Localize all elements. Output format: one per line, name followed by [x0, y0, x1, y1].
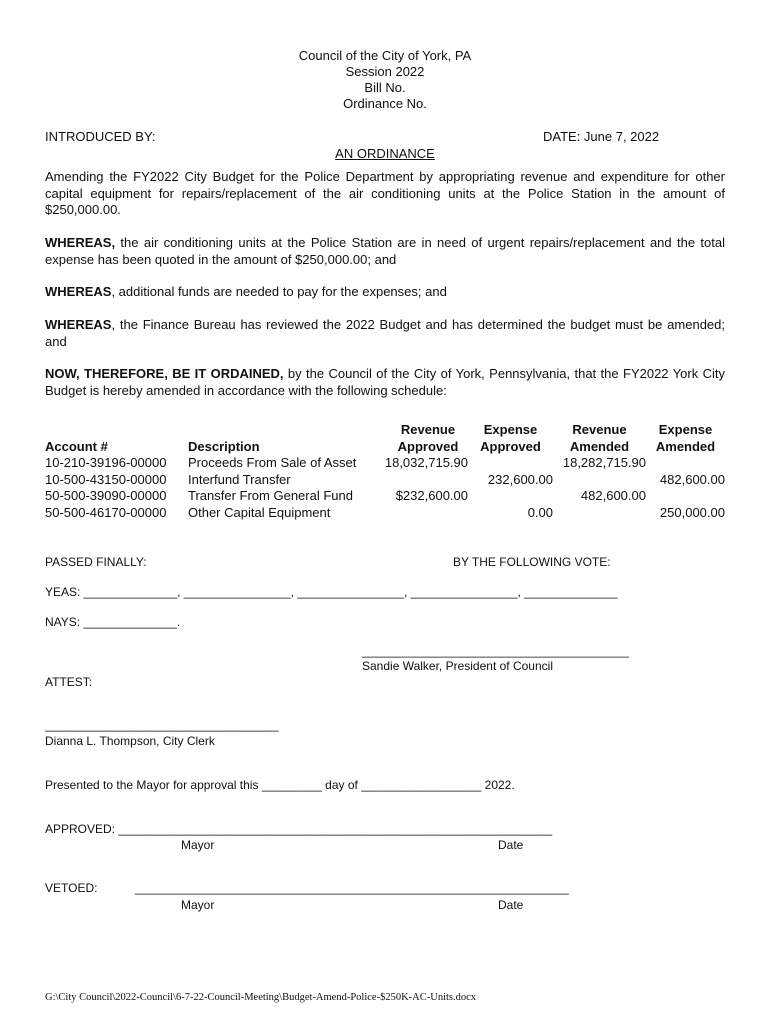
whereas-paragraph-2: [45, 284, 725, 301]
now-therefore-paragraph: [45, 366, 725, 399]
intro-paragraph: Amending the FY2022 City Budget for the Police Department by appropriating revenue and expenditure for other capital equipment for repairs/replacement of the air conditioning units at the Police Station in the amount of $250,000.00.: [45, 169, 725, 217]
table-header-row-1: [45, 422, 725, 439]
vetoed-mayor-label: Mayor: [181, 898, 215, 912]
attest-label: ATTEST:: [45, 675, 93, 689]
header-account: Account #: [45, 438, 108, 454]
introduced-by-label: INTRODUCED BY:: [45, 129, 156, 144]
vetoed-signature-line: _________________________________________________________________: [135, 881, 569, 895]
presented-to-mayor-line: Presented to the Mayor for approval this _________ day of __________________ 2022.: [45, 778, 515, 792]
header-description: Description: [188, 438, 260, 454]
footer-file-path: G:\City Council\2022-Council\6-7-22-Council-Meeting\Budget-Amend-Police-$250K-AC-Units.docx: [45, 992, 477, 1003]
exp-amended-cell: 482,600.00: [659, 471, 725, 487]
vetoed-label: VETOED:: [45, 881, 98, 895]
approved-mayor-label: Mayor: [181, 838, 215, 852]
vetoed-date-label: Date: [498, 898, 524, 912]
table-row: [45, 505, 725, 522]
exp-amended-cell: 250,000.00: [659, 504, 725, 520]
whereas-paragraph-3: [45, 317, 725, 350]
approved-line: APPROVED: _________________________________________________________________: [45, 822, 553, 836]
account-cell: 50-500-39090-00000: [45, 488, 167, 503]
exp-approved-cell: [468, 488, 553, 505]
clerk-name: Dianna L. Thompson, City Clerk: [45, 734, 215, 748]
header-exp-amended-1: Expense: [658, 422, 713, 437]
budget-schedule-table: [45, 422, 725, 521]
account-cell: 10-500-43150-00000: [45, 471, 167, 487]
header-line-2: Session 2022: [345, 64, 425, 79]
header-exp-approved-1: Expense: [483, 422, 538, 437]
whereas-text-1: the air conditioning units at the Police Station are in need of urgent repairs/replacement and the total expense has been quoted in the amount of $250,000.00; and: [45, 235, 725, 267]
header-rev-approved-2: Approved: [397, 438, 459, 454]
nays-line: NAYS: ______________.: [45, 615, 181, 629]
rev-amended-cell: [553, 505, 646, 522]
table-row: [45, 455, 725, 472]
rev-amended-cell: 18,282,715.90: [562, 455, 646, 470]
table-row: [45, 472, 725, 489]
table-header-row-2: [45, 439, 725, 456]
rev-approved-cell: [368, 472, 468, 489]
rev-approved-cell: $232,600.00: [395, 488, 468, 503]
exp-amended-cell: [646, 455, 725, 472]
header-line-1: Council of the City of York, PA: [298, 48, 472, 63]
exp-approved-cell: 232,600.00: [487, 471, 553, 487]
exp-approved-cell: 0.00: [527, 504, 553, 520]
description-cell: Other Capital Equipment: [188, 504, 331, 520]
header-exp-amended-2: Amended: [655, 438, 716, 454]
header-rev-amended-2: Amended: [569, 438, 630, 454]
whereas-text-3: , the Finance Bureau has reviewed the 2022 Budget and has determined the budget must be amended; and: [45, 317, 725, 349]
header-rev-amended-1: Revenue: [572, 422, 627, 437]
description-cell: Interfund Transfer: [188, 471, 291, 487]
president-name: Sandie Walker, President of Council: [362, 659, 553, 673]
now-therefore-text: by the Council of the City of York, Pennsylvania, that the FY2022 York City Budget is hereby amended in accordance with the following schedule:: [45, 366, 725, 398]
account-cell: 10-210-39196-00000: [45, 455, 167, 470]
passed-finally-label: PASSED FINALLY:: [45, 555, 147, 569]
by-following-vote-label: BY THE FOLLOWING VOTE:: [453, 555, 611, 569]
whereas-lead-1: WHEREAS,: [45, 235, 116, 250]
whereas-paragraph-1: [45, 235, 725, 268]
rev-amended-cell: [553, 472, 646, 489]
rev-approved-cell: [368, 505, 468, 522]
ordinance-title: AN ORDINANCE: [335, 146, 435, 161]
rev-amended-cell: 482,600.00: [580, 488, 646, 503]
header-line-4: Ordinance No.: [343, 96, 427, 111]
exp-amended-cell: [646, 488, 725, 505]
president-signature-line: ________________________________________: [362, 644, 629, 658]
whereas-text-2: , additional funds are needed to pay for the expenses; and: [111, 284, 447, 299]
whereas-lead-2: WHEREAS: [45, 284, 112, 299]
yeas-line: YEAS: ______________, ________________, ________________, ________________, ______________: [45, 585, 618, 599]
header-exp-approved-2: Approved: [480, 438, 541, 454]
now-therefore-lead: NOW, THEREFORE, BE IT ORDAINED,: [45, 366, 284, 381]
approved-date-label: Date: [498, 838, 524, 852]
rev-approved-cell: 18,032,715.90: [384, 455, 468, 470]
clerk-signature-line: ___________________________________: [45, 718, 279, 732]
header-rev-approved-1: Revenue: [400, 422, 456, 437]
exp-approved-cell: [468, 455, 553, 472]
account-cell: 50-500-46170-00000: [45, 504, 167, 520]
description-cell: Proceeds From Sale of Asset: [188, 455, 357, 470]
header-line-3: Bill No.: [364, 80, 406, 95]
description-cell: Transfer From General Fund: [188, 488, 353, 503]
whereas-lead-3: WHEREAS: [45, 317, 112, 332]
table-row: [45, 488, 725, 505]
date-label: DATE: June 7, 2022: [543, 129, 660, 144]
